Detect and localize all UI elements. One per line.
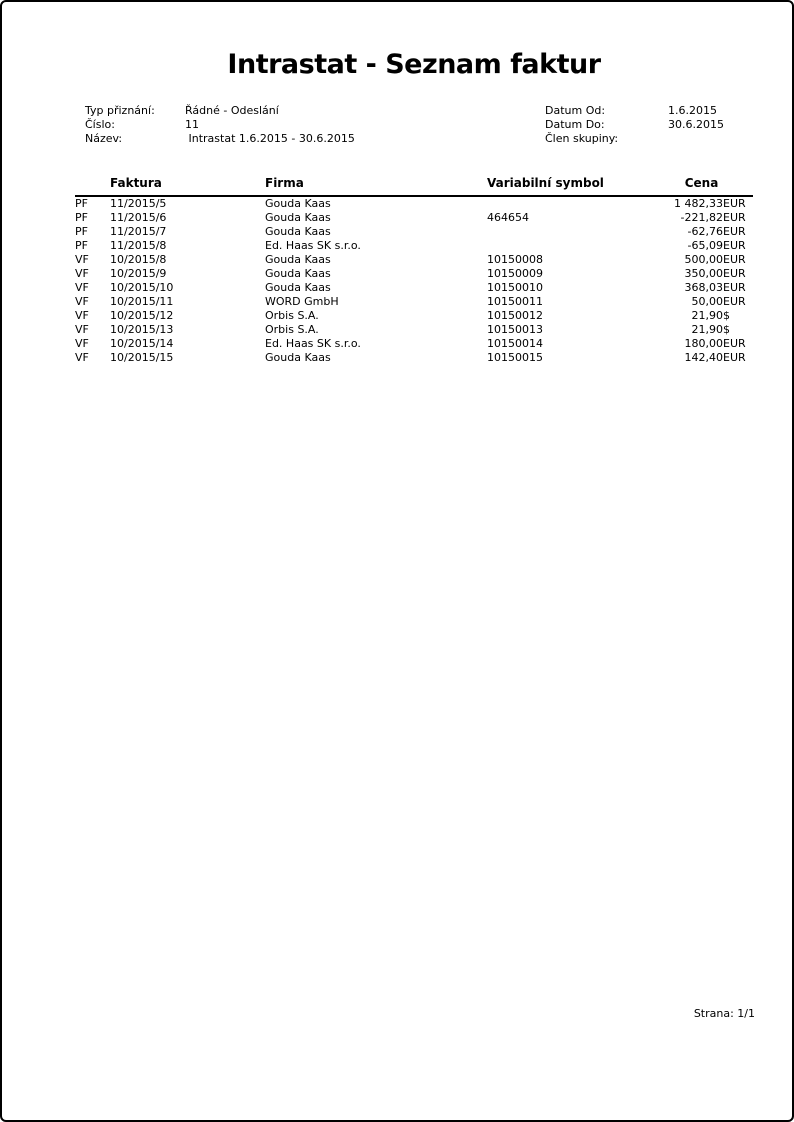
invoice-varsym-cell: 464654 — [487, 211, 529, 224]
invoice-number-cell: 11/2015/5 — [110, 197, 167, 210]
invoice-row — [75, 295, 753, 309]
invoice-row — [75, 253, 753, 267]
group-member-label: Člen skupiny: — [545, 132, 619, 145]
invoice-amount-cell: 350,00 — [684, 267, 723, 280]
invoice-type-cell: VF — [75, 309, 89, 322]
declaration-type-label: Typ přiznání: — [85, 104, 155, 117]
invoice-number-cell: 10/2015/11 — [110, 295, 174, 308]
invoice-row — [75, 351, 753, 365]
invoice-firma-cell: Gouda Kaas — [265, 267, 331, 280]
invoice-currency-cell: $ — [723, 309, 730, 322]
invoice-type-cell: VF — [75, 267, 89, 280]
invoice-row — [75, 309, 753, 323]
invoice-amount-cell: 21,90 — [691, 323, 723, 336]
invoice-firma-cell: Orbis S.A. — [265, 323, 319, 336]
meta-right-labels — [545, 104, 618, 146]
invoice-number-cell: 10/2015/15 — [110, 351, 174, 364]
invoice-currency-cell: EUR — [723, 225, 746, 238]
invoice-row — [75, 225, 753, 239]
invoice-number-cell: 11/2015/7 — [110, 225, 167, 238]
invoice-amount-cell: -221,82 — [680, 211, 723, 224]
invoice-currency-cell: EUR — [723, 211, 746, 224]
invoice-currency-cell: EUR — [723, 197, 746, 210]
invoice-type-cell: PF — [75, 197, 88, 210]
invoice-varsym-cell: 10150009 — [487, 267, 543, 280]
date-from-label: Datum Od: — [545, 104, 606, 117]
invoice-table-body — [75, 196, 753, 365]
invoice-number-cell: 10/2015/8 — [110, 253, 167, 266]
invoice-type-cell: VF — [75, 351, 89, 364]
invoice-firma-cell: Gouda Kaas — [265, 253, 331, 266]
column-header-faktura: Faktura — [110, 172, 265, 196]
meta-left-values — [185, 104, 355, 146]
invoice-currency-cell: EUR — [723, 351, 746, 364]
invoice-varsym-cell — [487, 225, 590, 239]
invoice-firma-cell: Ed. Haas SK s.r.o. — [265, 239, 361, 252]
invoice-type-cell: PF — [75, 211, 88, 224]
invoice-number-cell: 10/2015/10 — [110, 281, 174, 294]
number-value: 11 — [185, 118, 199, 131]
date-to-value: 30.6.2015 — [668, 118, 724, 131]
invoice-currency-cell: EUR — [723, 267, 746, 280]
invoice-currency-cell: EUR — [723, 253, 746, 266]
invoice-amount-cell: 1 482,33 — [674, 197, 723, 210]
column-header-type — [75, 172, 110, 196]
invoice-row — [75, 281, 753, 295]
invoice-varsym-cell: 10150012 — [487, 309, 543, 322]
invoice-amount-cell: 180,00 — [684, 337, 723, 350]
invoice-row — [75, 239, 753, 253]
invoice-table — [75, 172, 753, 365]
report-title: Intrastat - Seznam faktur — [227, 49, 601, 80]
invoice-number-cell: 10/2015/13 — [110, 323, 174, 336]
group-member-value — [668, 132, 724, 146]
invoice-row — [75, 267, 753, 281]
invoice-firma-cell: Gouda Kaas — [265, 197, 331, 210]
invoice-varsym-cell: 10150013 — [487, 323, 543, 336]
invoice-firma-cell: Gouda Kaas — [265, 351, 331, 364]
date-to-label: Datum Do: — [545, 118, 605, 131]
invoice-varsym-cell — [487, 239, 590, 253]
invoice-number-cell: 10/2015/9 — [110, 267, 167, 280]
invoice-amount-cell: 500,00 — [684, 253, 723, 266]
invoice-table-header — [75, 172, 753, 196]
invoice-firma-cell: WORD GmbH — [265, 295, 339, 308]
invoice-amount-cell: 368,03 — [684, 281, 723, 294]
invoice-type-cell: PF — [75, 239, 88, 252]
invoice-varsym-cell: 10150015 — [487, 351, 543, 364]
invoice-amount-cell: -62,76 — [687, 225, 723, 238]
invoice-currency-cell: EUR — [723, 239, 746, 252]
invoice-amount-cell: 21,90 — [691, 309, 723, 322]
invoice-header-row — [75, 172, 753, 196]
invoice-row — [75, 337, 753, 351]
invoice-amount-cell: -65,09 — [687, 239, 723, 252]
invoice-varsym-cell: 10150010 — [487, 281, 543, 294]
invoice-varsym-cell: 10150014 — [487, 337, 543, 350]
number-label: Číslo: — [85, 118, 115, 131]
invoice-firma-cell: Ed. Haas SK s.r.o. — [265, 337, 361, 350]
invoice-number-cell: 10/2015/14 — [110, 337, 174, 350]
page-number: Strana: 1/1 — [693, 1007, 755, 1020]
invoice-currency-cell: EUR — [723, 281, 746, 294]
invoice-type-cell: VF — [75, 323, 89, 336]
invoice-row — [75, 211, 753, 225]
invoice-row — [75, 196, 753, 211]
date-from-value: 1.6.2015 — [668, 104, 717, 117]
invoice-amount-cell: 50,00 — [691, 295, 723, 308]
invoice-currency-cell: EUR — [723, 337, 746, 350]
meta-left-labels — [85, 104, 155, 146]
column-header-varsym: Variabilní symbol — [487, 172, 590, 196]
invoice-currency-cell: EUR — [723, 295, 746, 308]
column-header-cena: Cena — [590, 172, 753, 196]
invoice-firma-cell: Gouda Kaas — [265, 225, 331, 238]
invoice-number-cell: 11/2015/6 — [110, 211, 167, 224]
invoice-firma-cell: Orbis S.A. — [265, 309, 319, 322]
invoice-row — [75, 323, 753, 337]
invoice-type-cell: VF — [75, 295, 89, 308]
invoice-type-cell: PF — [75, 225, 88, 238]
declaration-type-value: Řádné - Odeslání — [185, 104, 279, 117]
name-value: Intrastat 1.6.2015 - 30.6.2015 — [185, 132, 355, 145]
invoice-number-cell: 11/2015/8 — [110, 239, 167, 252]
invoice-varsym-cell: 10150008 — [487, 253, 543, 266]
column-header-firma: Firma — [265, 172, 487, 196]
invoice-type-cell: VF — [75, 281, 89, 294]
invoice-amount-cell: 142,40 — [684, 351, 723, 364]
invoice-varsym-cell — [487, 196, 590, 211]
invoice-currency-cell: $ — [723, 323, 730, 336]
invoice-type-cell: VF — [75, 253, 89, 266]
invoice-number-cell: 10/2015/12 — [110, 309, 174, 322]
invoice-firma-cell: Gouda Kaas — [265, 211, 331, 224]
meta-right-values — [668, 104, 724, 146]
invoice-firma-cell: Gouda Kaas — [265, 281, 331, 294]
name-label: Název: — [85, 132, 123, 145]
invoice-type-cell: VF — [75, 337, 89, 350]
invoice-varsym-cell: 10150011 — [487, 295, 543, 308]
